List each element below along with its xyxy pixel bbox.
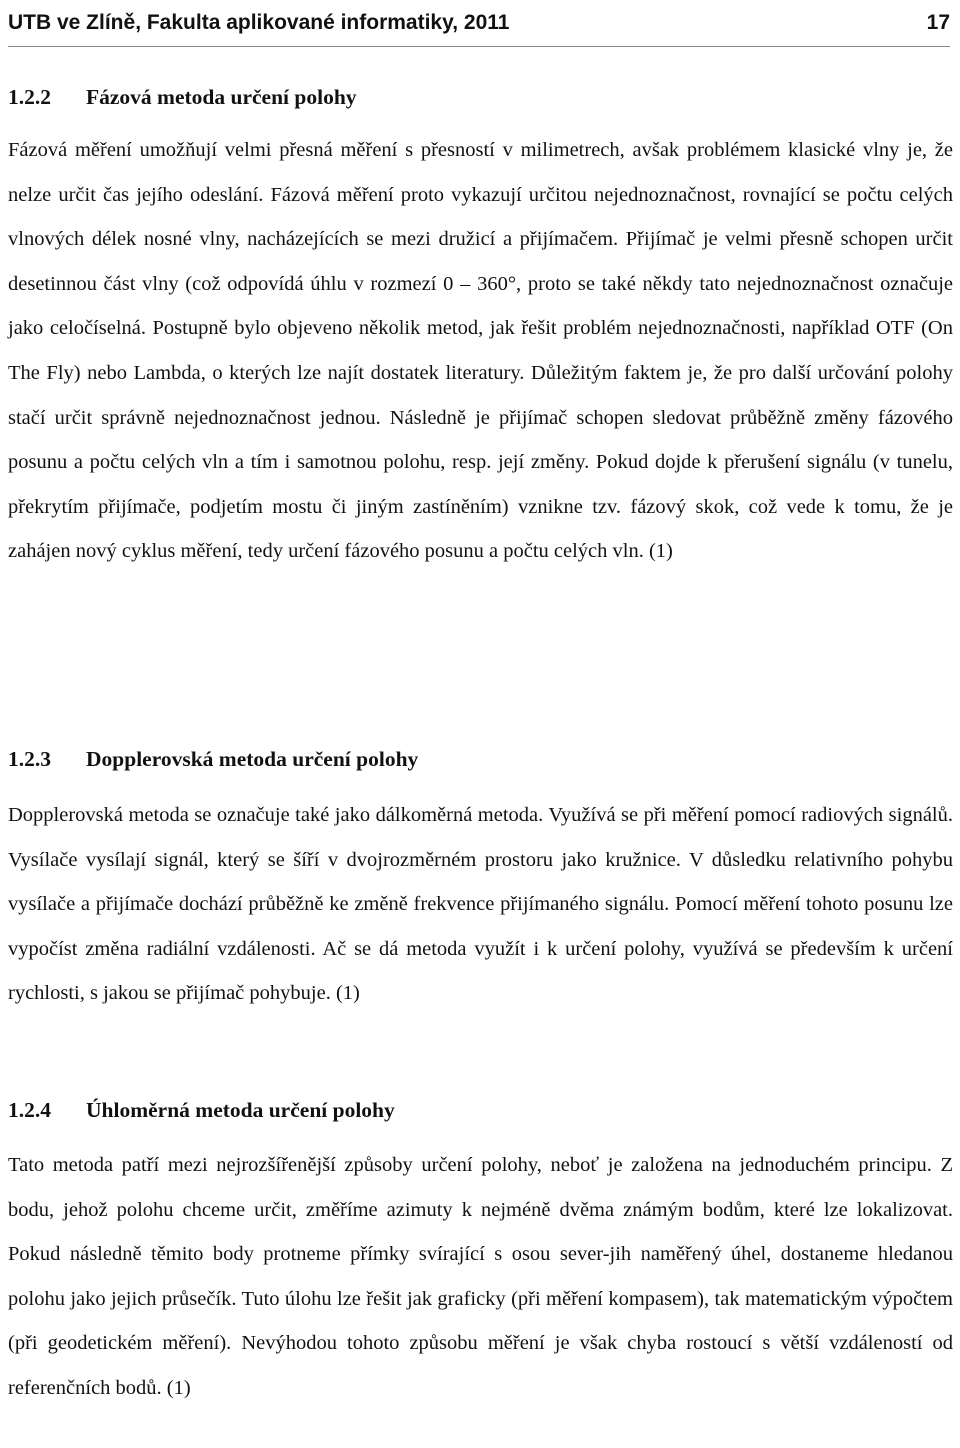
section-number: 1.2.2 <box>8 85 51 109</box>
page-header <box>8 0 950 47</box>
section-title: Fázová metoda určení polohy <box>86 85 357 109</box>
section-heading <box>8 83 357 111</box>
section-paragraph: Fázová měření umožňují velmi přesná měření s přesností v milimetrech, avšak problémem klasické vlny je, že nelze určit čas jejího odeslání. Fázová měření proto vykazují určitou nejednoznačnost, rovnající se počtu celých vlnových délek nosné vlny, nacházejících se mezi družicí a přijímačem. Přijímač je velmi přesně schopen určit desetinnou část vlny (což odpovídá úhlu v rozmezí 0 – 360°, proto se také někdy tato nejednoznačnost označuje jako celočíselná. Postupně bylo objeveno několik metod, jak řešit problém nejednoznačnosti, například OTF (On The Fly) nebo Lambda, o kterých lze najít dostatek literatury. Důležitým faktem je, že pro další určování polohy stačí určit správně nejednoznačnost jednou. Následně je přijímač schopen sledovat průběžně změny fázového posunu a počtu celých vln a tím i samotnou polohu, resp. její změny. Pokud dojde k přerušení signálu (v tunelu, překrytím přijímače, podjetím mostu či jiným zastíněním) vznikne tzv. fázový skok, což vede k tomu, že je zahájen nový cyklus měření, tedy určení fázového posunu a počtu celých vln. (1) <box>8 139 953 563</box>
header-title: UTB ve Zlíně, Fakulta aplikované informatiky, 2011 <box>8 11 510 34</box>
section-paragraph: Tato metoda patří mezi nejrozšířenější způsoby určení polohy, neboť je založena na jednoduchém principu. Z bodu, jehož polohu chceme určit, změříme azimuty k nejméně dvěma známým bodům, které lze lokalizovat. Pokud následně těmito body protneme přímky svírající s osou sever-jih naměřený úhel, dostaneme hledanou polohu jako jejich průsečík. Tuto úlohu lze řešit jak graficky (při měření kompasem), tak matematickým výpočtem (při geodetickém měření). Nevýhodou tohoto způsobu měření je však chyba rostoucí s větší vzdáleností od referenčních bodů. (1) <box>8 1154 953 1399</box>
section-heading <box>8 1096 395 1124</box>
section-heading <box>8 745 418 773</box>
section-number: 1.2.3 <box>8 747 51 771</box>
page-number: 17 <box>926 11 950 34</box>
section-number: 1.2.4 <box>8 1098 51 1122</box>
section-title: Úhloměrná metoda určení polohy <box>86 1098 395 1122</box>
section-paragraph: Dopplerovská metoda se označuje také jako dálkoměrná metoda. Využívá se při měření pomocí radiových signálů. Vysílače vysílají signál, který se šíří v dvojrozměrném prostoru jako kružnice. V důsledku relativního pohybu vysílače a přijímače dochází průběžně ke změně frekvence přijímaného signálu. Pomocí měření tohoto posunu lze vypočíst změna radiální vzdálenosti. Ač se dá metoda využít i k určení polohy, využívá se především k určení rychlosti, s jakou se přijímač pohybuje. (1) <box>8 804 953 1005</box>
section-title: Dopplerovská metoda určení polohy <box>86 747 419 771</box>
